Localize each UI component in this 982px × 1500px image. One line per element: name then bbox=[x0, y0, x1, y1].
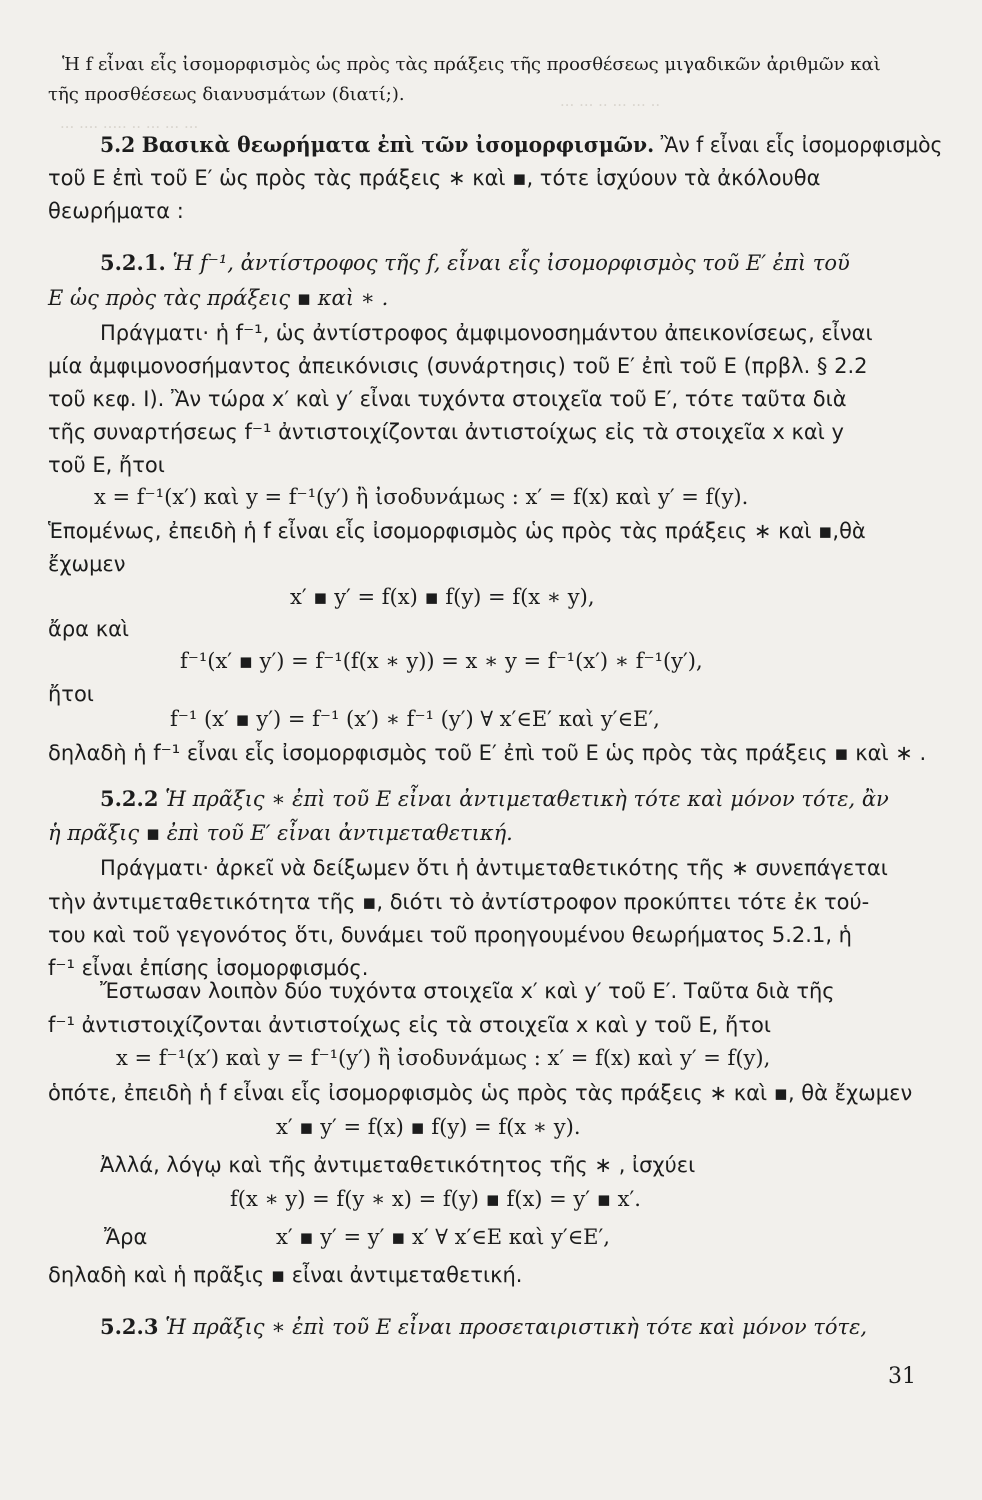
theorem-text: Ἡ πρᾶξις ∗ ἐπὶ τοῦ Ε εἶναι ἀντιμεταθετικὴ τότε καὶ μόνον τότε, ἂν bbox=[165, 787, 889, 811]
theorem-text: Ἡ πρᾶξις ∗ ἐπὶ τοῦ Ε εἶναι προσεταιριστικὴ τότε καὶ μόνον τότε, bbox=[165, 1315, 868, 1339]
proof-line: f⁻¹ εἶναι ἐπίσης ἰσομορφισμός. bbox=[48, 956, 369, 980]
connector-word: Ἄρα bbox=[104, 1225, 148, 1249]
proof-line: Ἀλλά, λόγῳ καὶ τῆς ἀντιμεταθετικότητος τῆς ∗ , ἰσχύει bbox=[100, 1153, 696, 1177]
page-number: 31 bbox=[888, 1364, 916, 1389]
proof-line: Ἑπομένως, ἐπειδὴ ἡ f εἶναι εἷς ἰσομορφισμὸς ὡς πρὸς τὰς πράξεις ∗ καὶ ▪,θὰ bbox=[48, 519, 866, 543]
proof-line: μία ἀμφιμονοσήμαντος ἀπεικόνισις (συνάρτησις) τοῦ Ε′ ἐπὶ τοῦ Ε (πρβλ. § 2.2 bbox=[48, 354, 868, 378]
theorem-5-2-2-statement bbox=[100, 786, 889, 812]
theorem-5-2-1-statement-cont: Ε ὡς πρὸς τὰς πράξεις ▪ καὶ ∗ . bbox=[48, 286, 389, 310]
equation: x = f⁻¹(x′) καὶ y = f⁻¹(y′) ἢ ἰσοδυνάμως : x′ = f(x) καὶ y′ = f(y), bbox=[116, 1046, 771, 1070]
bleed-through-text: ··· ···· ····· ·· ··· ··· ··· bbox=[60, 118, 199, 136]
section-lead: Ἂν f εἶναι εἷς ἰσομορφισμὸς bbox=[660, 133, 943, 157]
equation: x = f⁻¹(x′) καὶ y = f⁻¹(y′) ἢ ἰσοδυνάμως : x′ = f(x) καὶ y′ = f(y). bbox=[94, 485, 749, 509]
equation: f⁻¹(x′ ▪ y′) = f⁻¹(f(x ∗ y)) = x ∗ y = f⁻¹(x′) ∗ f⁻¹(y′), bbox=[180, 649, 703, 673]
theorem-5-2-1-statement bbox=[100, 250, 850, 276]
section-line-2: τοῦ Ε ἐπὶ τοῦ Ε′ ὡς πρὸς τὰς πράξεις ∗ καὶ ▪, τότε ἰσχύουν τὰ ἀκόλουθα bbox=[48, 166, 821, 190]
intro-line-2: τῆς προσθέσεως διανυσμάτων (διατί;). bbox=[48, 84, 405, 105]
proof-line: Πράγματι· ἡ f⁻¹, ὡς ἀντίστροφος ἀμφιμονοσημάντου ἀπεικονίσεως, εἶναι bbox=[100, 321, 873, 345]
proof-line: τοῦ Ε, ἤτοι bbox=[48, 453, 165, 477]
theorem-number: 5.2.2 bbox=[100, 786, 159, 811]
proof-line: του καὶ τοῦ γεγονότος ὅτι, δυνάμει τοῦ προηγουμένου θεωρήματος 5.2.1, ἡ bbox=[48, 923, 852, 947]
theorem-number: 5.2.3 bbox=[100, 1314, 159, 1339]
proof-line: ἔχωμεν bbox=[48, 552, 126, 576]
theorem-number: 5.2.1. bbox=[100, 250, 166, 275]
section-line-3: θεωρήματα : bbox=[48, 199, 184, 223]
theorem-5-2-3-statement bbox=[100, 1314, 867, 1340]
equation: f(x ∗ y) = f(y ∗ x) = f(y) ▪ f(x) = y′ ▪ x′. bbox=[230, 1187, 641, 1211]
theorem-text: Ἡ f⁻¹, ἀντίστροφος τῆς f, εἶναι εἷς ἰσομορφισμὸς τοῦ Ε′ ἐπὶ τοῦ bbox=[172, 251, 850, 275]
connector-word: ἤτοι bbox=[48, 682, 94, 706]
equation: x′ ▪ y′ = f(x) ▪ f(y) = f(x ∗ y), bbox=[290, 585, 595, 609]
proof-line: τῆς συναρτήσεως f⁻¹ ἀντιστοιχίζονται ἀντιστοίχως εἰς τὰ στοιχεῖα x καὶ y bbox=[48, 420, 844, 444]
equation: f⁻¹ (x′ ▪ y′) = f⁻¹ (x′) ∗ f⁻¹ (y′) ∀ x′∈Ε′ καὶ y′∈Ε′, bbox=[170, 707, 660, 731]
proof-line: δηλαδὴ καὶ ἡ πρᾶξις ▪ εἶναι ἀντιμεταθετική. bbox=[48, 1263, 523, 1287]
theorem-5-2-2-statement-cont: ἡ πρᾶξις ▪ ἐπὶ τοῦ Ε′ εἶναι ἀντιμεταθετική. bbox=[48, 821, 513, 845]
proof-line: τὴν ἀντιμεταθετικότητα τῆς ▪, διότι τὸ ἀντίστροφον προκύπτει τότε ἐκ τού- bbox=[48, 890, 870, 914]
section-title: Βασικὰ θεωρήματα ἐπὶ τῶν ἰσομορφισμῶν. bbox=[141, 132, 655, 157]
section-number: 5.2 bbox=[100, 132, 136, 157]
bleed-through-text: ··· ··· ·· ··· ··· ·· bbox=[560, 96, 661, 114]
proof-line: Πράγματι· ἀρκεῖ νὰ δείξωμεν ὅτι ἡ ἀντιμεταθετικότης τῆς ∗ συνεπάγεται bbox=[100, 856, 888, 880]
proof-line: f⁻¹ ἀντιστοιχίζονται ἀντιστοίχως εἰς τὰ στοιχεῖα x καὶ y τοῦ Ε, ἤτοι bbox=[48, 1013, 771, 1037]
connector-word: ἄρα καὶ bbox=[48, 617, 130, 641]
proof-line: δηλαδὴ ἡ f⁻¹ εἶναι εἷς ἰσομορφισμὸς τοῦ Ε′ ἐπὶ τοῦ Ε ὡς πρὸς τὰς πράξεις ▪ καὶ ∗ . bbox=[48, 741, 927, 765]
proof-line: τοῦ κεφ. Ι). Ἂν τώρα x′ καὶ y′ εἶναι τυχόντα στοιχεῖα τοῦ Ε′, τότε ταῦτα διὰ bbox=[48, 387, 847, 411]
proof-line: Ἔστωσαν λοιπὸν δύο τυχόντα στοιχεῖα x′ καὶ y′ τοῦ Ε′. Ταῦτα διὰ τῆς bbox=[100, 979, 835, 1003]
proof-line: ὁπότε, ἐπειδὴ ἡ f εἶναι εἷς ἰσομορφισμὸς ὡς πρὸς τὰς πράξεις ∗ καὶ ▪, θὰ ἔχωμεν bbox=[48, 1081, 913, 1105]
section-heading bbox=[100, 132, 942, 158]
intro-line-1: Ἡ f εἶναι εἷς ἰσομορφισμὸς ὡς πρὸς τὰς πράξεις τῆς προσθέσεως μιγαδικῶν ἀριθμῶν καὶ bbox=[62, 54, 881, 75]
equation: x′ ▪ y′ = f(x) ▪ f(y) = f(x ∗ y). bbox=[276, 1115, 581, 1139]
equation: x′ ▪ y′ = y′ ▪ x′ ∀ x′∈Ε καὶ y′∈Ε′, bbox=[276, 1225, 610, 1249]
